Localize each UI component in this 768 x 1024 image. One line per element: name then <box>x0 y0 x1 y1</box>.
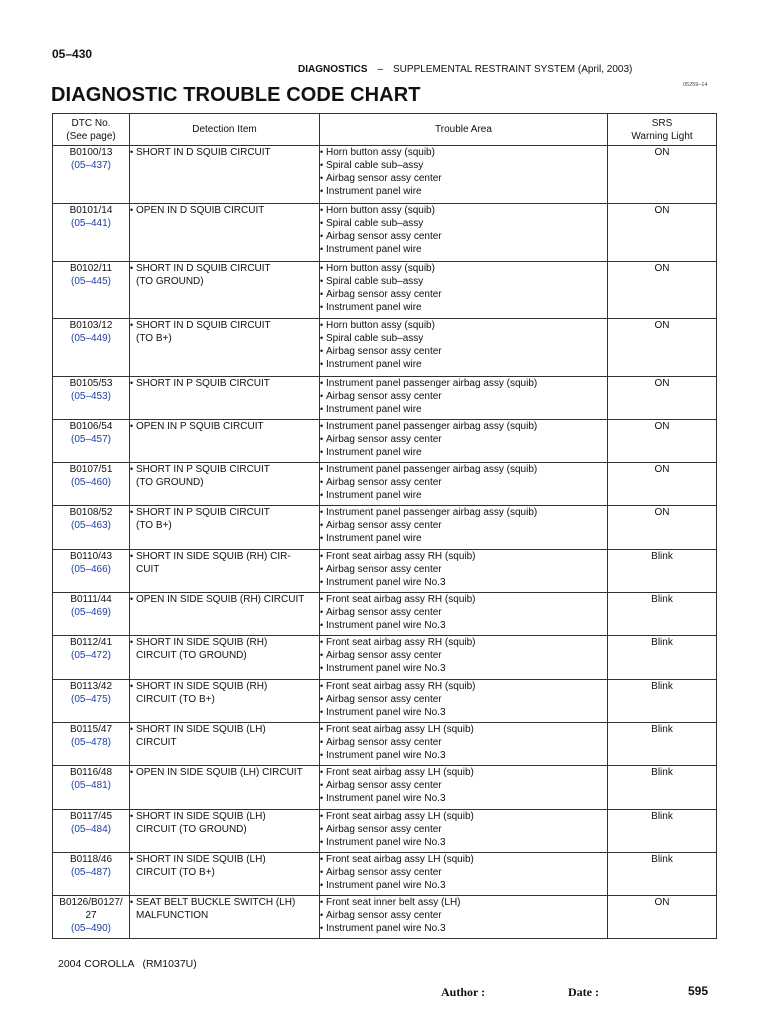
trouble-area-item: • Instrument panel wire No.3 <box>320 879 607 892</box>
table-row <box>53 593 717 636</box>
table-row <box>53 853 717 896</box>
page-reference-link[interactable]: (05–475) <box>70 694 112 705</box>
trouble-area-item: • Airbag sensor assy center <box>320 433 607 446</box>
trouble-area-cell <box>320 636 608 680</box>
trouble-area-cell <box>320 420 608 463</box>
figure-code: 05259–14 <box>683 82 708 88</box>
trouble-area-item: • Instrument panel wire <box>320 489 607 502</box>
srs-warning-light-status: ON <box>608 420 717 463</box>
table-row <box>53 377 717 420</box>
trouble-area-item: • Airbag sensor assy center <box>320 345 607 358</box>
dtc-code: B0126/B0127/ 27 <box>59 897 123 921</box>
srs-warning-light-status: ON <box>608 463 717 506</box>
column-header-trouble-area: Trouble Area <box>320 114 608 146</box>
trouble-area-cell <box>320 204 608 262</box>
detection-item-cell <box>130 377 320 420</box>
srs-warning-light-status: ON <box>608 262 717 319</box>
page-reference-link[interactable]: (05–481) <box>70 780 112 791</box>
detection-item: • OPEN IN SIDE SQUIB (LH) CIRCUIT <box>130 766 319 779</box>
trouble-area-item: • Instrument panel wire <box>320 185 607 198</box>
trouble-area-item: • Front seat airbag assy RH (squib) <box>320 680 607 693</box>
detection-item: • SEAT BELT BUCKLE SWITCH (LH) MALFUNCTION <box>130 896 319 922</box>
column-header-detection: Detection Item <box>130 114 320 146</box>
trouble-area-item: • Instrument panel wire No.3 <box>320 749 607 762</box>
detection-item-cell <box>130 204 320 262</box>
trouble-area-cell <box>320 262 608 319</box>
detection-item: • SHORT IN SIDE SQUIB (RH) CIR- CUIT <box>130 550 319 576</box>
trouble-area-item: • Front seat airbag assy LH (squib) <box>320 853 607 866</box>
trouble-area-item: • Spiral cable sub–assy <box>320 332 607 345</box>
trouble-area-cell <box>320 766 608 810</box>
page-reference-link[interactable]: (05–490) <box>70 923 112 934</box>
dtc-cell <box>53 420 130 463</box>
trouble-area-item: • Instrument panel passenger airbag assy (squib) <box>320 377 607 390</box>
dtc-code: B0108/52 <box>69 507 113 518</box>
trouble-area-item: • Horn button assy (squib) <box>320 146 607 159</box>
detection-item: • SHORT IN SIDE SQUIB (RH) CIRCUIT (TO B+) <box>130 680 319 706</box>
page-reference-link[interactable]: (05–445) <box>70 276 112 287</box>
detection-item-cell <box>130 810 320 853</box>
trouble-area-cell <box>320 810 608 853</box>
detection-item-cell <box>130 550 320 593</box>
srs-warning-light-status: Blink <box>608 680 717 723</box>
page-reference-link[interactable]: (05–469) <box>70 607 112 618</box>
trouble-area-item: • Airbag sensor assy center <box>320 909 607 922</box>
trouble-area-item: • Instrument panel wire No.3 <box>320 576 607 589</box>
detection-item-cell <box>130 636 320 680</box>
dtc-cell <box>53 550 130 593</box>
trouble-area-item: • Airbag sensor assy center <box>320 288 607 301</box>
srs-warning-light-status: ON <box>608 204 717 262</box>
dtc-code: B0100/13 <box>69 147 113 158</box>
detection-item-cell <box>130 853 320 896</box>
footer-model <box>58 958 197 970</box>
dtc-code: B0115/47 <box>69 724 113 735</box>
date-label: Date : <box>568 985 599 999</box>
page-number: 05–430 <box>52 47 93 61</box>
srs-warning-light-status: Blink <box>608 636 717 680</box>
detection-item-cell <box>130 420 320 463</box>
trouble-area-item: • Instrument panel wire <box>320 358 607 371</box>
trouble-area-item: • Instrument panel wire <box>320 403 607 416</box>
srs-warning-light-status: ON <box>608 377 717 420</box>
dtc-cell <box>53 463 130 506</box>
page-reference-link[interactable]: (05–472) <box>70 650 112 661</box>
section-header <box>298 64 632 75</box>
dtc-code: B0113/42 <box>69 681 113 692</box>
page-reference-link[interactable]: (05–487) <box>70 867 112 878</box>
table-row <box>53 262 717 319</box>
trouble-area-item: • Front seat inner belt assy (LH) <box>320 896 607 909</box>
table-row <box>53 506 717 550</box>
srs-warning-light-status: Blink <box>608 766 717 810</box>
dtc-code: B0116/48 <box>69 767 113 778</box>
trouble-area-item: • Airbag sensor assy center <box>320 823 607 836</box>
table-row <box>53 550 717 593</box>
srs-warning-light-status: Blink <box>608 723 717 766</box>
trouble-area-item: • Airbag sensor assy center <box>320 649 607 662</box>
trouble-area-item: • Instrument panel passenger airbag assy (squib) <box>320 420 607 433</box>
srs-warning-light-status: ON <box>608 146 717 204</box>
detection-item: • SHORT IN P SQUIB CIRCUIT <box>130 377 319 390</box>
table-row <box>53 146 717 204</box>
detection-item-cell <box>130 506 320 550</box>
table-row <box>53 636 717 680</box>
trouble-area-item: • Instrument panel wire No.3 <box>320 792 607 805</box>
trouble-area-cell <box>320 550 608 593</box>
dtc-code: B0111/44 <box>70 594 112 605</box>
table-row <box>53 896 717 939</box>
page-reference-link[interactable]: (05–449) <box>70 333 112 344</box>
page-reference-link[interactable]: (05–484) <box>70 824 112 835</box>
trouble-area-item: • Spiral cable sub–assy <box>320 159 607 172</box>
column-header-dtc: DTC No. (See page) <box>53 114 130 146</box>
dtc-code: B0112/41 <box>69 637 113 648</box>
detection-item: • SHORT IN D SQUIB CIRCUIT <box>130 146 319 159</box>
page-reference-link[interactable]: (05–478) <box>70 737 112 748</box>
page-reference-link[interactable]: (05–463) <box>70 520 112 531</box>
srs-warning-light-status: ON <box>608 506 717 550</box>
trouble-area-item: • Airbag sensor assy center <box>320 230 607 243</box>
srs-warning-light-status: Blink <box>608 593 717 636</box>
detection-item: • SHORT IN D SQUIB CIRCUIT (TO GROUND) <box>130 262 319 288</box>
trouble-area-item: • Airbag sensor assy center <box>320 172 607 185</box>
trouble-area-item: • Airbag sensor assy center <box>320 779 607 792</box>
detection-item: • OPEN IN SIDE SQUIB (RH) CIRCUIT <box>130 593 319 606</box>
trouble-area-item: • Instrument panel wire <box>320 446 607 459</box>
page-reference-link[interactable]: (05–437) <box>70 160 112 171</box>
trouble-area-item: • Instrument panel wire No.3 <box>320 706 607 719</box>
dtc-cell <box>53 766 130 810</box>
detection-item-cell <box>130 319 320 377</box>
trouble-area-cell <box>320 680 608 723</box>
table-row <box>53 204 717 262</box>
dtc-code: B0117/45 <box>69 811 113 822</box>
trouble-area-item: • Spiral cable sub–assy <box>320 217 607 230</box>
page-reference-link[interactable]: (05–453) <box>70 391 112 402</box>
table-row <box>53 810 717 853</box>
trouble-area-item: • Front seat airbag assy RH (squib) <box>320 593 607 606</box>
trouble-area-cell <box>320 723 608 766</box>
trouble-area-item: • Airbag sensor assy center <box>320 693 607 706</box>
trouble-area-item: • Horn button assy (squib) <box>320 319 607 332</box>
table-row <box>53 463 717 506</box>
trouble-area-cell <box>320 896 608 939</box>
detection-item: • OPEN IN P SQUIB CIRCUIT <box>130 420 319 433</box>
dtc-cell <box>53 506 130 550</box>
detection-item-cell <box>130 766 320 810</box>
column-header-srs-light: SRS Warning Light <box>608 114 717 146</box>
detection-item-cell <box>130 463 320 506</box>
detection-item: • SHORT IN SIDE SQUIB (LH) CIRCUIT (TO B+) <box>130 853 319 879</box>
dtc-code: B0105/53 <box>69 378 113 389</box>
detection-item-cell <box>130 680 320 723</box>
page-reference-link[interactable]: (05–466) <box>70 564 112 575</box>
detection-item-cell <box>130 723 320 766</box>
trouble-area-item: • Front seat airbag assy LH (squib) <box>320 723 607 736</box>
detection-item-cell <box>130 262 320 319</box>
trouble-area-cell <box>320 853 608 896</box>
trouble-area-cell <box>320 463 608 506</box>
trouble-area-item: • Airbag sensor assy center <box>320 476 607 489</box>
trouble-area-item: • Airbag sensor assy center <box>320 563 607 576</box>
trouble-area-item: • Instrument panel wire <box>320 243 607 256</box>
trouble-area-cell <box>320 319 608 377</box>
dtc-cell <box>53 377 130 420</box>
table-row <box>53 723 717 766</box>
trouble-area-item: • Instrument panel wire <box>320 301 607 314</box>
table-header-row <box>53 114 717 146</box>
dtc-code: B0106/54 <box>69 421 113 432</box>
author-label: Author : <box>441 985 486 999</box>
detection-item: • SHORT IN P SQUIB CIRCUIT (TO GROUND) <box>130 463 319 489</box>
detection-item: • SHORT IN SIDE SQUIB (LH) CIRCUIT <box>130 723 319 749</box>
vehicle-model: 2004 COROLLA <box>58 958 135 970</box>
srs-warning-light-status: Blink <box>608 550 717 593</box>
page-title: DIAGNOSTIC TROUBLE CODE CHART <box>51 84 421 106</box>
sheet-number: 595 <box>688 984 709 998</box>
dtc-cell <box>53 896 130 939</box>
dtc-code: B0101/14 <box>69 205 113 216</box>
dtc-cell <box>53 723 130 766</box>
trouble-area-item: • Instrument panel wire No.3 <box>320 619 607 632</box>
srs-warning-light-status: ON <box>608 319 717 377</box>
trouble-area-cell <box>320 506 608 550</box>
trouble-area-item: • Airbag sensor assy center <box>320 606 607 619</box>
dtc-cell <box>53 810 130 853</box>
trouble-area-item: • Instrument panel wire No.3 <box>320 662 607 675</box>
section-dash: – <box>377 64 384 75</box>
dtc-cell <box>53 593 130 636</box>
trouble-area-item: • Airbag sensor assy center <box>320 390 607 403</box>
trouble-area-item: • Airbag sensor assy center <box>320 736 607 749</box>
table-row <box>53 680 717 723</box>
dtc-code: B0102/11 <box>69 263 113 274</box>
dtc-code: B0107/51 <box>69 464 113 475</box>
page-reference-link[interactable]: (05–457) <box>70 434 112 445</box>
dtc-cell <box>53 636 130 680</box>
section-category: DIAGNOSTICS <box>298 64 368 75</box>
trouble-area-cell <box>320 377 608 420</box>
trouble-area-item: • Airbag sensor assy center <box>320 519 607 532</box>
srs-warning-light-status: Blink <box>608 810 717 853</box>
trouble-area-item: • Front seat airbag assy RH (squib) <box>320 550 607 563</box>
section-title: SUPPLEMENTAL RESTRAINT SYSTEM (April, 2003) <box>393 64 633 75</box>
trouble-area-item: • Instrument panel passenger airbag assy (squib) <box>320 506 607 519</box>
dtc-cell <box>53 204 130 262</box>
trouble-area-item: • Instrument panel wire No.3 <box>320 836 607 849</box>
dtc-cell <box>53 680 130 723</box>
detection-item: • OPEN IN D SQUIB CIRCUIT <box>130 204 319 217</box>
srs-warning-light-status: ON <box>608 896 717 939</box>
trouble-area-cell <box>320 146 608 204</box>
detection-item-cell <box>130 146 320 204</box>
detection-item: • SHORT IN P SQUIB CIRCUIT (TO B+) <box>130 506 319 532</box>
trouble-area-item: • Airbag sensor assy center <box>320 866 607 879</box>
table-row <box>53 319 717 377</box>
trouble-area-item: • Instrument panel wire <box>320 532 607 545</box>
trouble-area-item: • Instrument panel passenger airbag assy (squib) <box>320 463 607 476</box>
trouble-area-cell <box>320 593 608 636</box>
page-reference-link[interactable]: (05–460) <box>70 477 112 488</box>
trouble-area-item: • Spiral cable sub–assy <box>320 275 607 288</box>
detection-item: • SHORT IN SIDE SQUIB (LH) CIRCUIT (TO GROUND) <box>130 810 319 836</box>
detection-item: • SHORT IN SIDE SQUIB (RH) CIRCUIT (TO GROUND) <box>130 636 319 662</box>
dtc-cell <box>53 146 130 204</box>
detection-item-cell <box>130 896 320 939</box>
detection-item: • SHORT IN D SQUIB CIRCUIT (TO B+) <box>130 319 319 345</box>
dtc-code: B0103/12 <box>69 320 113 331</box>
dtc-cell <box>53 853 130 896</box>
dtc-code: B0110/43 <box>69 551 113 562</box>
trouble-area-item: • Horn button assy (squib) <box>320 204 607 217</box>
dtc-cell <box>53 319 130 377</box>
dtc-cell <box>53 262 130 319</box>
trouble-area-item: • Instrument panel wire No.3 <box>320 922 607 935</box>
page-reference-link[interactable]: (05–441) <box>70 218 112 229</box>
table-row <box>53 766 717 810</box>
trouble-area-item: • Horn button assy (squib) <box>320 262 607 275</box>
table-row <box>53 420 717 463</box>
trouble-area-item: • Front seat airbag assy LH (squib) <box>320 766 607 779</box>
srs-warning-light-status: Blink <box>608 853 717 896</box>
trouble-area-item: • Front seat airbag assy RH (squib) <box>320 636 607 649</box>
detection-item-cell <box>130 593 320 636</box>
dtc-code: B0118/46 <box>69 854 113 865</box>
table-body <box>53 146 717 939</box>
trouble-area-item: • Front seat airbag assy LH (squib) <box>320 810 607 823</box>
dtc-chart-table <box>52 113 717 939</box>
manual-code: (RM1037U) <box>142 958 197 970</box>
